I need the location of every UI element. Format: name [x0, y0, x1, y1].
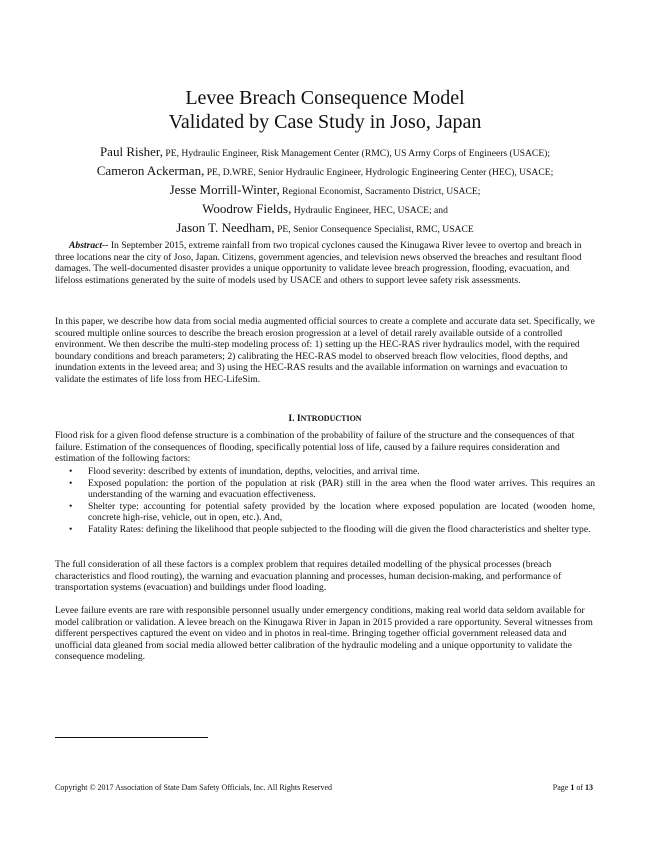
- bullet-icon: •: [69, 466, 73, 477]
- paragraph-complexity: The full consideration of all these factors is a complex problem that requires detailed modelling of the physical processes (breach characteristics and flood routing), the warning and evacuation planning and processes, human decision-making, and performance of transportation systems (evacuation) and buildings under flood loading.: [55, 559, 562, 594]
- author-name: Cameron Ackerman,: [96, 163, 205, 178]
- list-item: [55, 524, 595, 536]
- author-name: Paul Risher,: [99, 144, 163, 159]
- factor-list: [55, 466, 595, 536]
- author-affiliation: Regional Economist, Sacramento District, USACE;: [279, 186, 481, 197]
- page-of: of: [574, 783, 585, 792]
- section-number: I. I: [288, 413, 301, 424]
- author-name: Jason T. Needham,: [176, 220, 275, 235]
- author-affiliation: PE, Hydraulic Engineer, Risk Management Center (RMC), US Army Corps of Engineers (USACE);: [163, 148, 551, 159]
- list-item-text: Shelter type: accounting for potential safety provided by the location where exposed population are located (wooden home, concrete high-rise, vehicle, out in open, etc.). And,: [88, 500, 595, 524]
- author-line: [0, 143, 650, 162]
- current-page: 1: [570, 783, 575, 792]
- author-line: [0, 219, 650, 238]
- bullet-icon: •: [69, 500, 73, 512]
- author-name: Jesse Morrill-Winter,: [169, 182, 280, 197]
- paper-title: [0, 86, 650, 134]
- list-item-text: Flood severity: described by extents of inundation, depths, velocities, and arrival time.: [88, 466, 420, 477]
- abstract-text: In September 2015, extreme rainfall from two tropical cyclones caused the Kinugawa River levee to overtop and breach in three locations near the city of Joso, Japan. Citizens, government agencies, and television news observed the breaches and resultant flood damages. The well-documented disaster provides a unique opportunity to validate levee breach progression, flooding, evacuation, and lifeloss estimations generated by the suite of models used by USACE and others to support levee safety risk assessments.: [55, 240, 582, 286]
- paragraph-intro: Flood risk for a given flood defense structure is a combination of the probability of failure of the structure and the consequences of that failure. Estimation of the consequences of flooding, specifically potential loss of life, caused by a failure requires consideration and estimation of the following factors:: [55, 430, 575, 465]
- abstract: [55, 240, 595, 286]
- abstract-label: Abstract--: [69, 240, 109, 251]
- list-item: [55, 478, 595, 501]
- title-line-1: Levee Breach Consequence Model: [185, 87, 465, 109]
- page-number: [553, 783, 593, 792]
- paragraph-methods: In this paper, we describe how data from social media augmented official sources to create a complete and accurate data set. Specifically, we scoured multiple online sources to describe the breach erosion progression at a level of detail rarely available outside of a controlled environment. We then describe the multi-step modeling process of: 1) setting up the HEC-RAS river hydraulics model, with the required boundary conditions and breach parameters; 2) calibrating the HEC-RAS model to observed breach flow velocities, flood depths, and inundation extents in the leveed area; and 3) using the HEC-RAS results and the available information on warnings and evacuation to validate the estimates of life loss from HEC-LifeSim.: [55, 316, 595, 385]
- footnote-separator: [55, 737, 208, 738]
- author-affiliation: Hydraulic Engineer, HEC, USACE; and: [291, 205, 448, 216]
- bullet-icon: •: [69, 477, 73, 489]
- section-title: NTRODUCTION: [300, 414, 362, 423]
- list-item-text: Fatality Rates: defining the likelihood that people subjected to the flooding will die given the flood characteristics and shelter type.: [88, 523, 591, 535]
- page-label: Page: [552, 783, 571, 792]
- list-item: [55, 501, 595, 524]
- author-affiliation: PE, D.WRE, Senior Hydraulic Engineer, Hydrologic Engineering Center (HEC), USACE;: [204, 167, 554, 178]
- total-pages: 13: [585, 783, 593, 792]
- author-line: [0, 162, 650, 181]
- copyright-notice: Copyright © 2017 Association of State Dam Safety Officials, Inc. All Rights Reserved: [55, 783, 333, 792]
- paragraph-levee-failure: Levee failure events are rare with responsible personnel usually under emergency conditions, making real world data seldom available for model calibration or validation. A levee breach on the Kinugawa River in Japan in 2015 provided a rare opportunity. Several witnesses from different perspectives captured the event on video and in photos in real-time. Bringing together official government released data and unofficial data gleaned from social media allowed better calibration of the hydraulic modeling and a unique opportunity to validate the consequence modeling.: [55, 605, 593, 663]
- section-heading-introduction: [0, 413, 650, 424]
- author-line: [0, 181, 650, 200]
- list-item-text: Exposed population: the portion of the population at risk (PAR) still in the area when the flood water arrives. This requires an understanding of the warning and evacuation effectiveness.: [88, 477, 595, 501]
- author-affiliation: PE, Senior Consequence Specialist, RMC, USACE: [274, 224, 474, 235]
- author-list: [0, 143, 650, 238]
- title-line-2: Validated by Case Study in Joso, Japan: [168, 111, 482, 133]
- author-line: [0, 200, 650, 219]
- bullet-icon: •: [69, 523, 73, 535]
- author-name: Woodrow Fields,: [202, 201, 292, 216]
- list-item: [55, 466, 595, 478]
